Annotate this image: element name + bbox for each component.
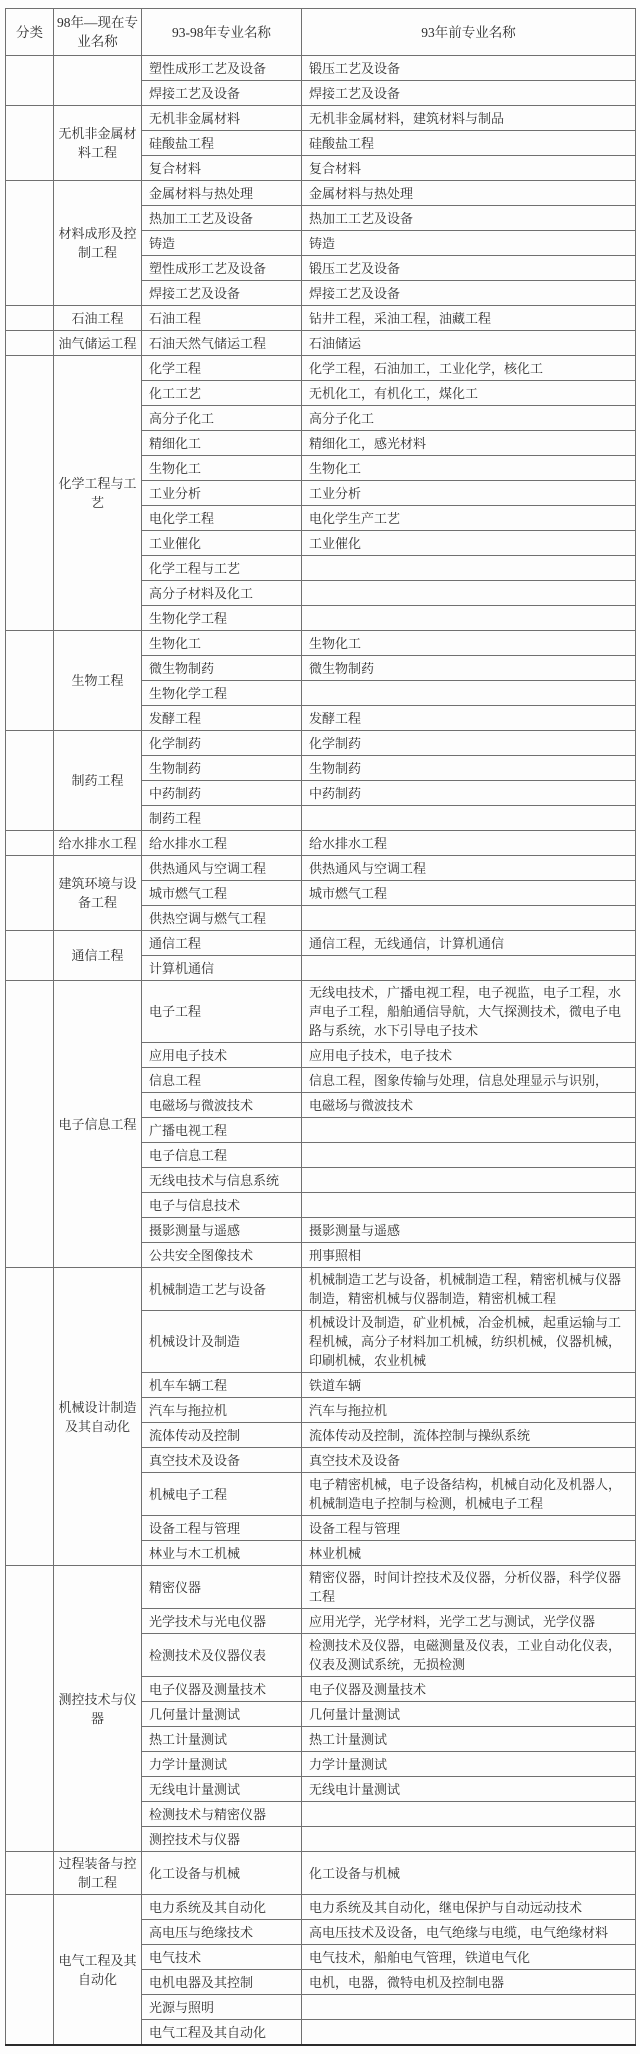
major-pre93-cell: 生物制药 bbox=[302, 756, 636, 781]
table-row bbox=[6, 181, 636, 206]
major-93-98-cell: 城市燃气工程 bbox=[142, 881, 302, 906]
major-pre93-cell: 无机化工，有机化工，煤化工 bbox=[302, 381, 636, 406]
major-pre93-cell: 锻压工艺及设备 bbox=[302, 256, 636, 281]
category-cell bbox=[6, 831, 54, 856]
table-row bbox=[6, 981, 636, 1043]
major-93-98-cell: 电子与信息技术 bbox=[142, 1193, 302, 1218]
major-current-cell: 测控技术与仪器 bbox=[54, 1566, 142, 1852]
table-row bbox=[6, 106, 636, 131]
major-93-98-cell: 真空技术及设备 bbox=[142, 1448, 302, 1473]
major-93-98-cell: 光学技术与光电仪器 bbox=[142, 1609, 302, 1634]
major-pre93-cell: 信息工程，图象传输与处理，信息处理显示与识别， bbox=[302, 1068, 636, 1093]
table-row bbox=[6, 356, 636, 381]
major-mapping-table bbox=[5, 8, 636, 2046]
major-pre93-cell: 锻压工艺及设备 bbox=[302, 56, 636, 81]
major-pre93-cell: 热加工工艺及设备 bbox=[302, 206, 636, 231]
major-93-98-cell: 林业与木工机械 bbox=[142, 1541, 302, 1566]
table-row bbox=[6, 331, 636, 356]
major-current-cell: 化学工程与工艺 bbox=[54, 356, 142, 631]
major-93-98-cell: 发酵工程 bbox=[142, 706, 302, 731]
major-93-98-cell: 电气技术 bbox=[142, 1945, 302, 1970]
major-93-98-cell: 焊接工艺及设备 bbox=[142, 81, 302, 106]
major-pre93-cell: 精密仪器，时间计控技术及仪器，分析仪器，科学仪器工程 bbox=[302, 1566, 636, 1609]
major-93-98-cell: 工业催化 bbox=[142, 531, 302, 556]
major-current-cell: 石油工程 bbox=[54, 306, 142, 331]
category-cell bbox=[6, 1895, 54, 2046]
major-pre93-cell: 发酵工程 bbox=[302, 706, 636, 731]
major-93-98-cell: 生物化工 bbox=[142, 456, 302, 481]
major-93-98-cell: 石油工程 bbox=[142, 306, 302, 331]
major-pre93-cell bbox=[302, 1143, 636, 1168]
major-93-98-cell: 电力系统及其自动化 bbox=[142, 1895, 302, 1920]
table-row bbox=[6, 1268, 636, 1311]
major-pre93-cell: 电子仪器及测量技术 bbox=[302, 1677, 636, 1702]
major-pre93-cell: 微生物制药 bbox=[302, 656, 636, 681]
major-93-98-cell: 设备工程与管理 bbox=[142, 1516, 302, 1541]
major-pre93-cell: 钻井工程，采油工程，油藏工程 bbox=[302, 306, 636, 331]
category-cell bbox=[6, 981, 54, 1268]
category-cell bbox=[6, 731, 54, 831]
major-pre93-cell: 工业催化 bbox=[302, 531, 636, 556]
major-pre93-cell bbox=[302, 956, 636, 981]
major-93-98-cell: 检测技术与精密仪器 bbox=[142, 1802, 302, 1827]
major-pre93-cell bbox=[302, 2020, 636, 2046]
major-pre93-cell: 检测技术及仪器，电磁测量及仪表，工业自动化仪表，仪表及测试系统，无损检测 bbox=[302, 1634, 636, 1677]
major-pre93-cell: 摄影测量与遥感 bbox=[302, 1218, 636, 1243]
major-93-98-cell: 电子工程 bbox=[142, 981, 302, 1043]
table-row bbox=[6, 731, 636, 756]
major-93-98-cell: 金属材料与热处理 bbox=[142, 181, 302, 206]
major-pre93-cell: 精细化工，感光材料 bbox=[302, 431, 636, 456]
category-cell bbox=[6, 56, 54, 106]
major-pre93-cell: 林业机械 bbox=[302, 1541, 636, 1566]
table-row bbox=[6, 1852, 636, 1895]
major-93-98-cell: 光源与照明 bbox=[142, 1995, 302, 2020]
major-93-98-cell: 检测技术及仪器仪表 bbox=[142, 1634, 302, 1677]
major-pre93-cell: 化工设备与机械 bbox=[302, 1852, 636, 1895]
category-cell bbox=[6, 631, 54, 731]
major-pre93-cell: 无线电技术，广播电视工程，电子视监，电子工程，水声电子工程，船舶通信导航，大气探测技术，微电子电路与系统，水下引导电子技术 bbox=[302, 981, 636, 1043]
category-cell bbox=[6, 306, 54, 331]
major-current-cell: 油气储运工程 bbox=[54, 331, 142, 356]
major-pre93-cell: 热工计量测试 bbox=[302, 1727, 636, 1752]
major-pre93-cell: 电子精密机械，电子设备结构，机械自动化及机器人，机械制造电子控制与检测，机械电子工程 bbox=[302, 1473, 636, 1516]
major-93-98-cell: 硅酸盐工程 bbox=[142, 131, 302, 156]
major-93-98-cell: 机械电子工程 bbox=[142, 1473, 302, 1516]
major-pre93-cell: 金属材料与热处理 bbox=[302, 181, 636, 206]
table-row bbox=[6, 56, 636, 81]
major-93-98-cell: 石油天然气储运工程 bbox=[142, 331, 302, 356]
category-cell bbox=[6, 1852, 54, 1895]
major-current-cell: 通信工程 bbox=[54, 931, 142, 981]
major-current-cell: 建筑环境与设备工程 bbox=[54, 856, 142, 931]
col-header-major-93-98: 93-98年专业名称 bbox=[142, 9, 302, 56]
major-93-98-cell: 信息工程 bbox=[142, 1068, 302, 1093]
major-93-98-cell: 化学工程与工艺 bbox=[142, 556, 302, 581]
major-pre93-cell bbox=[302, 556, 636, 581]
major-93-98-cell: 无线电计量测试 bbox=[142, 1777, 302, 1802]
major-93-98-cell: 焊接工艺及设备 bbox=[142, 281, 302, 306]
major-93-98-cell: 精细化工 bbox=[142, 431, 302, 456]
major-pre93-cell: 化学制药 bbox=[302, 731, 636, 756]
category-cell bbox=[6, 356, 54, 631]
major-pre93-cell: 高分子化工 bbox=[302, 406, 636, 431]
major-93-98-cell: 无机非金属材料 bbox=[142, 106, 302, 131]
major-pre93-cell: 铸造 bbox=[302, 231, 636, 256]
col-header-major-current: 98年—现在专业名称 bbox=[54, 9, 142, 56]
major-pre93-cell bbox=[302, 806, 636, 831]
major-pre93-cell: 硅酸盐工程 bbox=[302, 131, 636, 156]
major-93-98-cell: 微生物制药 bbox=[142, 656, 302, 681]
major-93-98-cell: 供热通风与空调工程 bbox=[142, 856, 302, 881]
major-93-98-cell: 公共安全图像技术 bbox=[142, 1243, 302, 1268]
major-93-98-cell: 机械设计及制造 bbox=[142, 1311, 302, 1373]
table-row bbox=[6, 306, 636, 331]
table-row bbox=[6, 931, 636, 956]
major-93-98-cell: 高分子材料及化工 bbox=[142, 581, 302, 606]
major-pre93-cell: 电气技术，船舶电气管理，铁道电气化 bbox=[302, 1945, 636, 1970]
major-current-cell: 无机非金属材料工程 bbox=[54, 106, 142, 181]
major-93-98-cell: 生物化工 bbox=[142, 631, 302, 656]
major-93-98-cell: 中药制药 bbox=[142, 781, 302, 806]
major-pre93-cell: 中药制药 bbox=[302, 781, 636, 806]
table-row bbox=[6, 1895, 636, 1920]
category-cell bbox=[6, 931, 54, 981]
major-pre93-cell: 电磁场与微波技术 bbox=[302, 1093, 636, 1118]
major-pre93-cell: 电机，电器，微特电机及控制电器 bbox=[302, 1970, 636, 1995]
major-93-98-cell: 塑性成形工艺及设备 bbox=[142, 56, 302, 81]
major-93-98-cell: 电磁场与微波技术 bbox=[142, 1093, 302, 1118]
major-93-98-cell: 高分子化工 bbox=[142, 406, 302, 431]
major-pre93-cell: 通信工程，无线通信，计算机通信 bbox=[302, 931, 636, 956]
major-current-cell: 生物工程 bbox=[54, 631, 142, 731]
table-body bbox=[6, 56, 636, 2046]
major-pre93-cell: 生物化工 bbox=[302, 456, 636, 481]
category-cell bbox=[6, 1566, 54, 1852]
major-93-98-cell: 机械制造工艺与设备 bbox=[142, 1268, 302, 1311]
major-93-98-cell: 化学制药 bbox=[142, 731, 302, 756]
major-pre93-cell: 焊接工艺及设备 bbox=[302, 281, 636, 306]
header-row bbox=[6, 9, 636, 56]
major-93-98-cell: 电机电器及其控制 bbox=[142, 1970, 302, 1995]
major-pre93-cell: 无线电计量测试 bbox=[302, 1777, 636, 1802]
major-93-98-cell: 化学工程 bbox=[142, 356, 302, 381]
major-pre93-cell bbox=[302, 1827, 636, 1852]
major-pre93-cell: 供热通风与空调工程 bbox=[302, 856, 636, 881]
major-93-98-cell: 电气工程及其自动化 bbox=[142, 2020, 302, 2046]
major-93-98-cell: 测控技术与仪器 bbox=[142, 1827, 302, 1852]
major-current-cell bbox=[54, 56, 142, 106]
major-93-98-cell: 高电压与绝缘技术 bbox=[142, 1920, 302, 1945]
major-93-98-cell: 给水排水工程 bbox=[142, 831, 302, 856]
major-pre93-cell: 化学工程，石油加工，工业化学，核化工 bbox=[302, 356, 636, 381]
table-row bbox=[6, 1566, 636, 1609]
major-pre93-cell: 高电压技术及设备，电气绝缘与电缆，电气绝缘材料 bbox=[302, 1920, 636, 1945]
major-93-98-cell: 精密仪器 bbox=[142, 1566, 302, 1609]
major-93-98-cell: 生物化学工程 bbox=[142, 681, 302, 706]
major-93-98-cell: 力学计量测试 bbox=[142, 1752, 302, 1777]
major-current-cell: 制药工程 bbox=[54, 731, 142, 831]
major-pre93-cell bbox=[302, 1168, 636, 1193]
major-93-98-cell: 电化学工程 bbox=[142, 506, 302, 531]
major-93-98-cell: 塑性成形工艺及设备 bbox=[142, 256, 302, 281]
major-pre93-cell: 机械设计及制造，矿业机械，冶金机械，起重运输与工程机械，高分子材料加工机械，纺织机械，仪器机械，印刷机械，农业机械 bbox=[302, 1311, 636, 1373]
major-93-98-cell: 热加工工艺及设备 bbox=[142, 206, 302, 231]
major-pre93-cell bbox=[302, 1193, 636, 1218]
major-93-98-cell: 广播电视工程 bbox=[142, 1118, 302, 1143]
major-93-98-cell: 化工设备与机械 bbox=[142, 1852, 302, 1895]
category-cell bbox=[6, 331, 54, 356]
major-pre93-cell: 应用光学，光学材料，光学工艺与测试，光学仪器 bbox=[302, 1609, 636, 1634]
major-current-cell: 机械设计制造及其自动化 bbox=[54, 1268, 142, 1566]
major-pre93-cell bbox=[302, 906, 636, 931]
major-pre93-cell: 力学计量测试 bbox=[302, 1752, 636, 1777]
major-pre93-cell: 生物化工 bbox=[302, 631, 636, 656]
major-93-98-cell: 生物制药 bbox=[142, 756, 302, 781]
major-93-98-cell: 流体传动及控制 bbox=[142, 1423, 302, 1448]
major-pre93-cell: 石油储运 bbox=[302, 331, 636, 356]
major-93-98-cell: 摄影测量与遥感 bbox=[142, 1218, 302, 1243]
major-pre93-cell bbox=[302, 1118, 636, 1143]
major-pre93-cell bbox=[302, 606, 636, 631]
category-cell bbox=[6, 181, 54, 306]
major-pre93-cell: 工业分析 bbox=[302, 481, 636, 506]
major-93-98-cell: 供热空调与燃气工程 bbox=[142, 906, 302, 931]
major-93-98-cell: 复合材料 bbox=[142, 156, 302, 181]
major-93-98-cell: 工业分析 bbox=[142, 481, 302, 506]
table-row bbox=[6, 831, 636, 856]
major-pre93-cell: 电化学生产工艺 bbox=[302, 506, 636, 531]
major-pre93-cell: 几何量计量测试 bbox=[302, 1702, 636, 1727]
major-93-98-cell: 化工工艺 bbox=[142, 381, 302, 406]
major-93-98-cell: 无线电技术与信息系统 bbox=[142, 1168, 302, 1193]
major-pre93-cell: 电力系统及其自动化，继电保护与自动远动技术 bbox=[302, 1895, 636, 1920]
major-pre93-cell: 设备工程与管理 bbox=[302, 1516, 636, 1541]
major-93-98-cell: 热工计量测试 bbox=[142, 1727, 302, 1752]
category-cell bbox=[6, 856, 54, 931]
major-pre93-cell: 焊接工艺及设备 bbox=[302, 81, 636, 106]
major-93-98-cell: 机车车辆工程 bbox=[142, 1373, 302, 1398]
major-pre93-cell bbox=[302, 581, 636, 606]
major-pre93-cell: 机械制造工艺与设备，机械制造工程，精密机械与仪器制造，精密机械与仪器制造，精密机械工程 bbox=[302, 1268, 636, 1311]
major-93-98-cell: 几何量计量测试 bbox=[142, 1702, 302, 1727]
col-header-category: 分类 bbox=[6, 9, 54, 56]
major-93-98-cell: 电子仪器及测量技术 bbox=[142, 1677, 302, 1702]
major-pre93-cell bbox=[302, 1802, 636, 1827]
major-pre93-cell: 无机非金属材料，建筑材料与制品 bbox=[302, 106, 636, 131]
table-row bbox=[6, 631, 636, 656]
major-current-cell: 材料成形及控制工程 bbox=[54, 181, 142, 306]
major-pre93-cell: 城市燃气工程 bbox=[302, 881, 636, 906]
table-row bbox=[6, 856, 636, 881]
major-pre93-cell bbox=[302, 1995, 636, 2020]
col-header-major-pre93: 93年前专业名称 bbox=[302, 9, 636, 56]
major-93-98-cell: 铸造 bbox=[142, 231, 302, 256]
major-pre93-cell: 流体传动及控制，流体控制与操纵系统 bbox=[302, 1423, 636, 1448]
major-93-98-cell: 通信工程 bbox=[142, 931, 302, 956]
major-pre93-cell bbox=[302, 681, 636, 706]
major-current-cell: 电子信息工程 bbox=[54, 981, 142, 1268]
major-current-cell: 过程装备与控制工程 bbox=[54, 1852, 142, 1895]
category-cell bbox=[6, 106, 54, 181]
major-pre93-cell: 真空技术及设备 bbox=[302, 1448, 636, 1473]
category-cell bbox=[6, 1268, 54, 1566]
major-current-cell: 电气工程及其自动化 bbox=[54, 1895, 142, 2046]
major-93-98-cell: 计算机通信 bbox=[142, 956, 302, 981]
major-93-98-cell: 汽车与拖拉机 bbox=[142, 1398, 302, 1423]
major-93-98-cell: 制药工程 bbox=[142, 806, 302, 831]
major-pre93-cell: 应用电子技术，电子技术 bbox=[302, 1043, 636, 1068]
major-pre93-cell: 复合材料 bbox=[302, 156, 636, 181]
major-pre93-cell: 铁道车辆 bbox=[302, 1373, 636, 1398]
major-93-98-cell: 生物化学工程 bbox=[142, 606, 302, 631]
major-pre93-cell: 给水排水工程 bbox=[302, 831, 636, 856]
major-93-98-cell: 应用电子技术 bbox=[142, 1043, 302, 1068]
major-pre93-cell: 刑事照相 bbox=[302, 1243, 636, 1268]
major-pre93-cell: 汽车与拖拉机 bbox=[302, 1398, 636, 1423]
major-current-cell: 给水排水工程 bbox=[54, 831, 142, 856]
major-93-98-cell: 电子信息工程 bbox=[142, 1143, 302, 1168]
